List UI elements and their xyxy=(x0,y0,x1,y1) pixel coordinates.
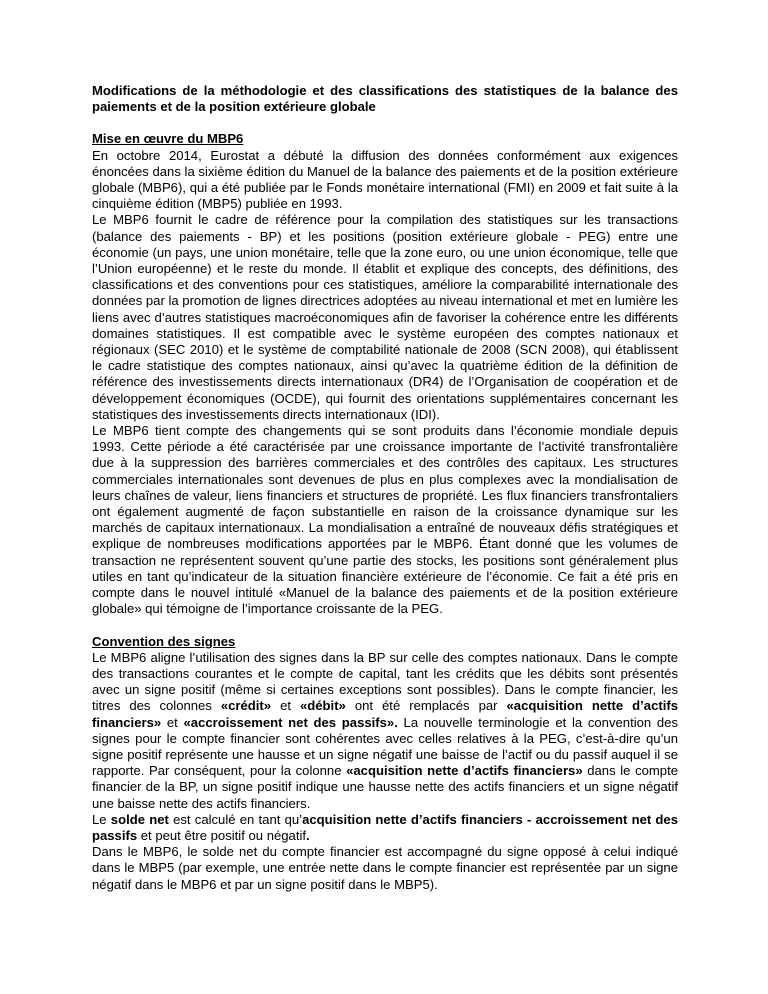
paragraph: Le MBP6 tient compte des changements qui se sont produits dans l’économie mondiale depuis 1993. Cette période a été caractérisée par une croissance importante de l’activité transfrontalière due à la suppression des barrières commerciales et des contrôles des capitaux. Les structures commerciales internationales sont devenues de plus en plus complexes avec la mondialisation de leurs chaînes de valeur, liens financiers et structures de propriété. Les flux financiers transfrontaliers ont également augmenté de façon substantielle en raison de la croissance dynamique sur les marchés de capitaux internationaux. La mondialisation a entraîné de nouveaux défis stratégiques et explique de nombreuses modifications apportées par le MBP6. Étant donné que les volumes de transaction ne représentent souvent qu’une partie des stocks, les positions sont généralement plus utiles en tant qu’indicateur de la situation financière extérieure de l’économie. Ce fait a été pris en compte dans le nouvel intitulé «Manuel de la balance des paiements et de la position extérieure globale» qui témoigne de l’importance croissante de la PEG. xyxy=(92,423,678,617)
paragraph: En octobre 2014, Eurostat a débuté la diffusion des données conformément aux exigences énoncées dans la sixième édition du Manuel de la balance des paiements et de la position extérieure globale (MBP6), qui a été publiée par le Fonds monétaire international (FMI) en 2009 et fait suite à la cinquième édition (MBP5) publiée en 1993. xyxy=(92,147,678,212)
bold-term: «accroissement net des passifs». xyxy=(183,714,398,730)
text-run: Le xyxy=(92,811,111,827)
section-heading: Mise en œuvre du MBP6 xyxy=(92,131,244,147)
document-title: Modifications de la méthodologie et des classifications des statistiques de la balance des paiements et de la position extérieure globale xyxy=(92,83,678,115)
paragraph xyxy=(92,650,678,812)
paragraph: Dans le MBP6, le solde net du compte financier est accompagné du signe opposé à celui indiqué dans le MBP5 (par exemple, une entrée nette dans le compte financier est représentée par un signe négatif dans le MBP6 et par un signe positif dans le MBP5). xyxy=(92,844,678,892)
text-run: et xyxy=(161,714,184,730)
bold-term: acquisition nette d’actifs financiers - accroissement net des passifs xyxy=(92,811,678,843)
bold-term: «crédit» xyxy=(220,698,272,714)
bold-term: solde net xyxy=(110,811,169,827)
paragraph: Le MBP6 fournit le cadre de référence pour la compilation des statistiques sur les transactions (balance des paiements - BP) et les positions (position extérieure globale - PEG) entre une économie (un pays, une union monétaire, telle que la zone euro, ou une union économique, telle que l’Union européenne) et le reste du monde. Il établit et explique des concepts, des définitions, des classifications et des conventions pour ces statistiques, améliore la comparabilité internationale des données par la promotion de lignes directrices adoptées au niveau international et met en lumière les liens avec d’autres statistiques macroéconomiques afin de favoriser la cohérence entre les différents domaines statistiques. Il est compatible avec le système européen des comptes nationaux et régionaux (SEC 2010) et le système de comptabilité nationale de 2008 (SCN 2008), qui établissent le cadre statistique des comptes nationaux, ainsi qu’avec la quatrième édition de la définition de référence des investissements directs internationaux (DR4) de l’Organisation de coopération et de développement économiques (OCDE), qui fournit des orientations supplémentaires concernant les statistiques des investissements directs internationaux (IDI). xyxy=(92,212,678,422)
bold-term: «acquisition nette d’actifs financiers» xyxy=(346,763,583,779)
text-run: ont été remplacés par xyxy=(345,698,507,714)
section-mbp6-implementation xyxy=(92,131,678,617)
paragraph xyxy=(92,812,678,844)
bold-term: «débit» xyxy=(300,698,346,714)
bold-term: . xyxy=(306,827,310,843)
section-sign-convention xyxy=(92,634,678,893)
text-run: Le MBP6 aligne l’utilisation des signes dans la BP sur celle des comptes nationaux. Dans le compte des transactions courantes et le compte de capital, tant les crédits que les débits sont présentés avec un signe positif (même si certaines exceptions sont possibles). Dans le compte financier, les titres des colonnes xyxy=(92,649,678,714)
section-heading: Convention des signes xyxy=(92,633,236,649)
document-page xyxy=(92,83,678,893)
text-run: et peut être positif ou négatif xyxy=(137,827,307,843)
text-run: La nouvelle terminologie et la convention des signes pour le compte financier sont cohérentes avec celles relatives à la PEG, c’est-à-dire qu’un signe positif représente une hausse et un signe négatif une baisse de l’actif ou du passif auquel il se rapporte. Par conséquent, pour la colonne xyxy=(92,714,679,779)
bold-term: «acquisition nette d’actifs financiers» xyxy=(92,698,679,730)
text-run: et xyxy=(271,698,300,714)
text-run: est calculé en tant qu’ xyxy=(168,811,303,827)
text-run: dans le compte financier de la BP, un signe positif indique une hausse nette des actifs financiers et un signe négatif une baisse nette des actifs financiers. xyxy=(92,763,679,811)
